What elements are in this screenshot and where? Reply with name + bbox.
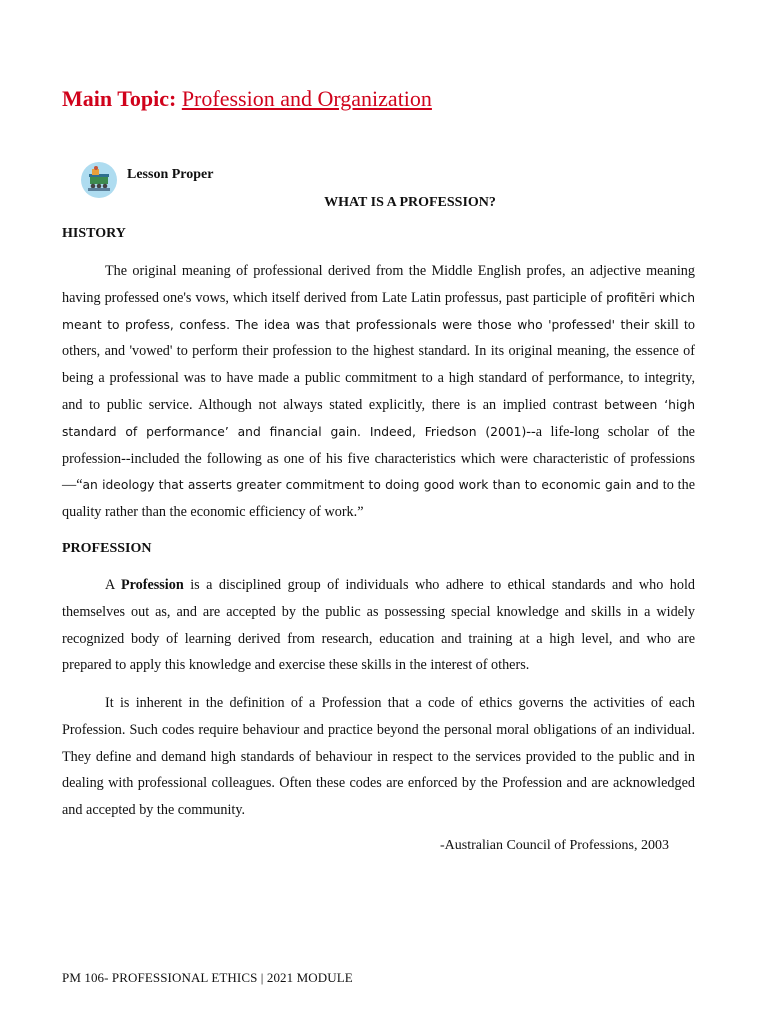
profession-heading: PROFESSION [62, 541, 152, 556]
history-text-3: skill to others, and 'vowed' to perform their profession to the highest standard. In its original meaning, the essence of being a professional was to have made a public commitment to a high standard of performance, to integrity, and to public service. Although not always stated explicitly, there is an implied contrast [62, 316, 695, 413]
main-topic-label: Main Topic: [62, 86, 177, 111]
history-text-2: profitēri which meant to profess, confess. The idea was that professionals were those who 'professed' their [62, 290, 696, 332]
history-heading: HISTORY [62, 226, 126, 241]
profession-text-2: is a disciplined group of individuals who adhere to ethical standards and who hold themselves out as, and are accepted by the public as possessing special knowledge and skills in a widely recognized body of learning derived from research, education and training at a high level, and who are prepared to apply this knowledge and exercise these skills in the interest of others. [62, 577, 696, 674]
main-topic-heading [62, 86, 432, 112]
profession-term: Profession [120, 577, 184, 593]
lesson-presenter-icon [81, 162, 117, 198]
history-quote: an ideology that asserts greater commitment to doing good work than to economic gain and [82, 478, 659, 493]
history-text-4: between ‘high standard of performance’ and financial gain. Indeed, Friedson (2001) [62, 397, 695, 439]
history-text-6: to the quality rather than the economic efficiency of work.” [62, 477, 695, 521]
profession-paragraph-2: It is inherent in the definition of a Profession that a code of ethics governs the activities of each Profession. Such codes require behaviour and practice beyond the personal moral obligations of an individual. They define and demand high standards of behaviour in respect to the services provided to the public and in dealing with professional colleagues. Often these codes are enforced by the Profession and are acknowledged and accepted by the community. [62, 695, 695, 819]
page-title: WHAT IS A PROFESSION? [324, 195, 496, 210]
history-paragraph [62, 258, 695, 526]
history-text-5: --a life-long scholar of the profession--included the following as one of his five characteristics which were characteristic of professions—“ [62, 423, 695, 494]
lesson-proper-label: Lesson Proper [127, 167, 214, 182]
history-text-1: The original meaning of professional derived from the Middle English profes, an adjective meaning having professed one's vows, which itself derived from Late Latin professus, past participle of [62, 263, 695, 306]
citation: -Australian Council of Professions, 2003 [439, 838, 669, 853]
page-footer: PM 106- PROFESSIONAL ETHICS | 2021 MODULE [62, 970, 353, 985]
profession-text-1: A [105, 577, 121, 593]
profession-paragraph-1 [62, 572, 695, 679]
main-topic-title: Profession and Organization [181, 86, 432, 111]
